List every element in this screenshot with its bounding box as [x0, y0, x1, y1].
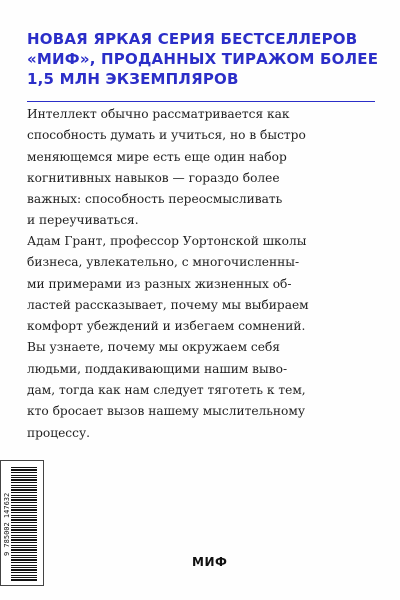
- paragraph-line: Интеллект обычно рассматривается как: [27, 107, 290, 121]
- paragraph-line: людьми, поддакивающими нашим выво-: [27, 361, 288, 376]
- paragraph-line: и переучиваться.: [27, 213, 139, 228]
- headline-line: НОВАЯ ЯРКАЯ СЕРИЯ БЕСТСЕЛЛЕРОВ: [27, 30, 358, 48]
- publisher-logo: МИФ: [192, 555, 228, 569]
- paragraph-line: когнитивных навыков — гораздо более: [27, 170, 280, 185]
- headline-divider: [27, 101, 375, 102]
- description-paragraph-2: [27, 231, 377, 444]
- barcode-digits: 9 785002 147632: [3, 492, 11, 556]
- paragraph-line: меняющемся мире есть еще один набор: [27, 149, 287, 164]
- paragraph-line: процессу.: [27, 425, 91, 440]
- series-headline: [27, 29, 377, 89]
- paragraph-line: важных: способность переосмысливать: [27, 192, 283, 207]
- paragraph-line: бизнеса, увлекательно, с многочисленны-: [27, 255, 300, 270]
- barcode-bars: [11, 467, 37, 581]
- paragraph-line: Вы узнаете, почему мы окружаем себя: [27, 340, 280, 355]
- headline-line: 1,5 МЛН ЭКЗЕМПЛЯРОВ: [27, 70, 239, 88]
- paragraph-line: способность думать и учиться, но в быстро: [27, 128, 306, 143]
- paragraph-line: комфорт убеждений и избегаем сомнений.: [27, 319, 306, 334]
- description-paragraph-1: [27, 104, 377, 232]
- paragraph-line: ластей рассказывает, почему мы выбираем: [27, 297, 309, 312]
- paragraph-line: ми примерами из разных жизненных об-: [27, 276, 292, 291]
- paragraph-line: дам, тогда как нам следует тяготеть к тем,: [27, 383, 306, 398]
- isbn-barcode: [0, 460, 44, 586]
- paragraph-line: Адам Грант, профессор Уортонской школы: [27, 234, 307, 248]
- headline-line: «МИФ», ПРОДАННЫХ ТИРАЖОМ БОЛЕЕ: [27, 50, 379, 68]
- paragraph-line: кто бросает вызов нашему мыслительному: [27, 404, 306, 419]
